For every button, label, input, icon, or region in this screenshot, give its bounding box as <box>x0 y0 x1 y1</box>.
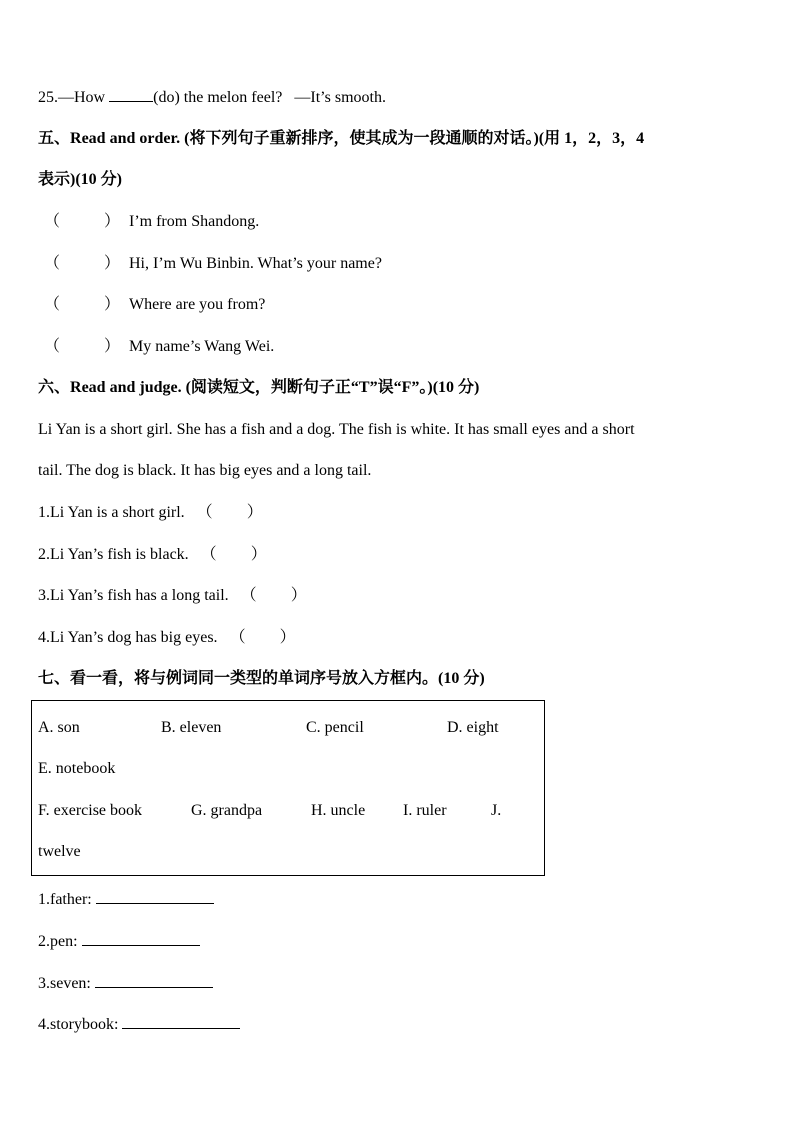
answer-label: 1.father: <box>38 891 92 908</box>
dash: — <box>58 89 74 106</box>
option-c: C. pencil <box>306 719 364 736</box>
paren-open: （ <box>44 213 61 230</box>
question-number: 25. <box>38 89 58 106</box>
section-7-heading: 七、看一看，将与例词同一类型的单词序号放入方框内。(10 分) <box>38 670 485 687</box>
paren-open: （ <box>229 629 246 646</box>
passage-line: tail. The dog is black. It has big eyes and a long tail. <box>38 462 372 479</box>
judge-item-text: 4.Li Yan’s dog has big eyes. <box>38 629 218 646</box>
paren-close: ） <box>246 504 263 521</box>
dash: — <box>294 89 311 106</box>
section-title: Read and order. <box>70 130 181 147</box>
option-j-word: twelve <box>38 843 81 860</box>
word-options-box <box>31 700 545 876</box>
paren-close: ） <box>279 629 296 646</box>
paren-open: （ <box>44 338 61 355</box>
order-item-text: Hi, I’m Wu Binbin. What’s your name? <box>129 255 382 272</box>
section-6-heading <box>38 378 479 398</box>
option-h: H. uncle <box>311 802 366 819</box>
paren-open: （ <box>196 504 213 521</box>
judge-item <box>38 586 307 606</box>
judge-item <box>38 545 267 565</box>
answer-blank[interactable] <box>95 973 213 988</box>
question-text: How <box>74 89 110 106</box>
classify-answer <box>38 931 200 952</box>
option-g: G. grandpa <box>191 802 263 819</box>
question-25 <box>38 87 386 108</box>
section-number: 六、 <box>38 379 71 396</box>
paren-close: ） <box>104 296 121 313</box>
answer-blank[interactable] <box>96 889 214 904</box>
option-d: D. eight <box>447 719 499 736</box>
answer-label: 2.pen: <box>38 933 78 950</box>
judge-item-text: 1.Li Yan is a short girl. <box>38 504 185 521</box>
paren-open: （ <box>44 296 61 313</box>
option-e: E. notebook <box>38 760 116 777</box>
paren-close: ） <box>250 546 267 563</box>
option-j: J. <box>491 802 502 819</box>
answer-label: 3.seven: <box>38 975 91 992</box>
judge-item <box>38 628 296 648</box>
judge-item-text: 2.Li Yan’s fish is black. <box>38 546 189 563</box>
judge-item <box>38 503 263 523</box>
section-5-heading <box>38 129 644 149</box>
classify-answer <box>38 973 213 994</box>
section-instruction: (阅读短文，判断句子正“T”误“F”。)(10 分) <box>181 379 480 396</box>
answer-text: It’s smooth. <box>310 89 386 106</box>
section-number: 五、 <box>38 130 71 147</box>
answer-blank[interactable] <box>82 931 200 946</box>
paren-open: （ <box>200 546 217 563</box>
option-a: A. son <box>38 719 80 736</box>
option-b: B. eleven <box>161 719 222 736</box>
paren-close: ） <box>290 587 307 604</box>
option-f: F. exercise book <box>38 802 143 819</box>
order-item-text: I’m from Shandong. <box>129 213 260 230</box>
judge-item-text: 3.Li Yan’s fish has a long tail. <box>38 587 229 604</box>
question-text: (do) the melon feel? <box>153 89 283 106</box>
answer-blank[interactable] <box>109 87 153 102</box>
passage-line: Li Yan is a short girl. She has a fish and a dog. The fish is white. It has small eyes and a short <box>38 421 635 438</box>
paren-close: ） <box>104 213 121 230</box>
answer-label: 4.storybook: <box>38 1016 119 1033</box>
option-i: I. ruler <box>403 802 447 819</box>
section-title: Read and judge. <box>70 379 182 396</box>
paren-open: （ <box>44 255 61 272</box>
paren-close: ） <box>104 255 121 272</box>
paren-open: （ <box>240 587 257 604</box>
section-5-heading-cont <box>38 170 122 190</box>
answer-blank[interactable] <box>122 1014 240 1029</box>
classify-answer <box>38 1014 240 1035</box>
section-instruction: (将下列句子重新排序，使其成为一段通顺的对话。)(用 1，2，3，4 <box>180 130 645 147</box>
section-instruction: 表示)(10 分) <box>38 171 122 188</box>
paren-close: ） <box>104 338 121 355</box>
order-item-text: My name’s Wang Wei. <box>129 338 275 355</box>
order-item-text: Where are you from? <box>129 296 266 313</box>
classify-answer <box>38 889 214 910</box>
